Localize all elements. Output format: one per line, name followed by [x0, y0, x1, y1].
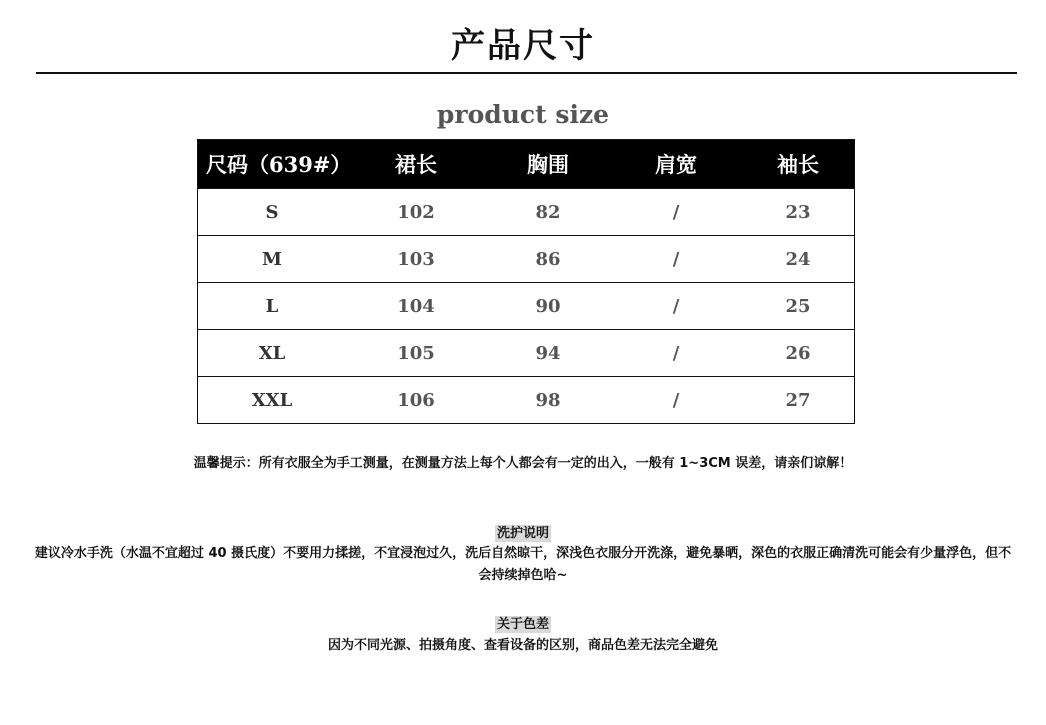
cell-bust: 98 — [486, 377, 610, 424]
table-header-row — [198, 140, 855, 189]
cell-dress-length: 102 — [346, 189, 486, 236]
measurement-note: 温馨提示：所有衣服全为手工测量，在测量方法上每个人都会有一定的出入，一般有 1~3CM 误差，请亲们谅解！ — [193, 456, 853, 471]
cell-sleeve-length: 26 — [742, 330, 855, 377]
washing-section-title — [0, 522, 1046, 541]
cell-dress-length: 106 — [346, 377, 486, 424]
cell-bust: 82 — [486, 189, 610, 236]
cell-shoulder: / — [610, 330, 742, 377]
page-subtitle: product size — [436, 100, 610, 129]
color-title-label: 关于色差 — [496, 617, 549, 632]
color-difference-note: 因为不同光源、拍摄角度、查看设备的区别，商品色差无法完全避免 — [327, 638, 718, 653]
header-shoulder: 肩宽 — [610, 140, 742, 189]
cell-bust: 94 — [486, 330, 610, 377]
cell-sleeve-length: 27 — [742, 377, 855, 424]
cell-dress-length: 105 — [346, 330, 486, 377]
cell-size: XL — [198, 330, 347, 377]
header-sleeve-length: 袖长 — [742, 140, 855, 189]
header-dress-length: 裙长 — [346, 140, 486, 189]
cell-size: XXL — [198, 377, 347, 424]
washing-title-label: 洗护说明 — [496, 526, 549, 541]
cell-size: S — [198, 189, 347, 236]
cell-sleeve-length: 23 — [742, 189, 855, 236]
cell-shoulder: / — [610, 189, 742, 236]
table-row — [198, 377, 855, 424]
table-row — [198, 236, 855, 283]
table-row — [198, 330, 855, 377]
cell-size: M — [198, 236, 347, 283]
washing-instructions: 建议冷水手洗（水温不宜超过 40 摄氏度）不要用力揉搓，不宜浸泡过久，洗后自然晾干，深浅色衣服分开洗涤，避免暴晒，深色的衣服正确清洗可能会有少量浮色，但不会持续掉色哈~ — [34, 546, 1012, 583]
cell-shoulder: / — [610, 283, 742, 330]
cell-shoulder: / — [610, 377, 742, 424]
cell-bust: 90 — [486, 283, 610, 330]
title-divider — [36, 72, 1017, 74]
table-row — [198, 283, 855, 330]
color-section-title — [0, 613, 1046, 632]
header-bust: 胸围 — [486, 140, 610, 189]
cell-size: L — [198, 283, 347, 330]
cell-shoulder: / — [610, 236, 742, 283]
cell-bust: 86 — [486, 236, 610, 283]
size-table — [197, 139, 855, 424]
header-size: 尺码（639#） — [198, 140, 347, 189]
cell-dress-length: 104 — [346, 283, 486, 330]
page-title: 产品尺寸 — [451, 26, 595, 66]
table-row — [198, 189, 855, 236]
cell-dress-length: 103 — [346, 236, 486, 283]
cell-sleeve-length: 24 — [742, 236, 855, 283]
cell-sleeve-length: 25 — [742, 283, 855, 330]
